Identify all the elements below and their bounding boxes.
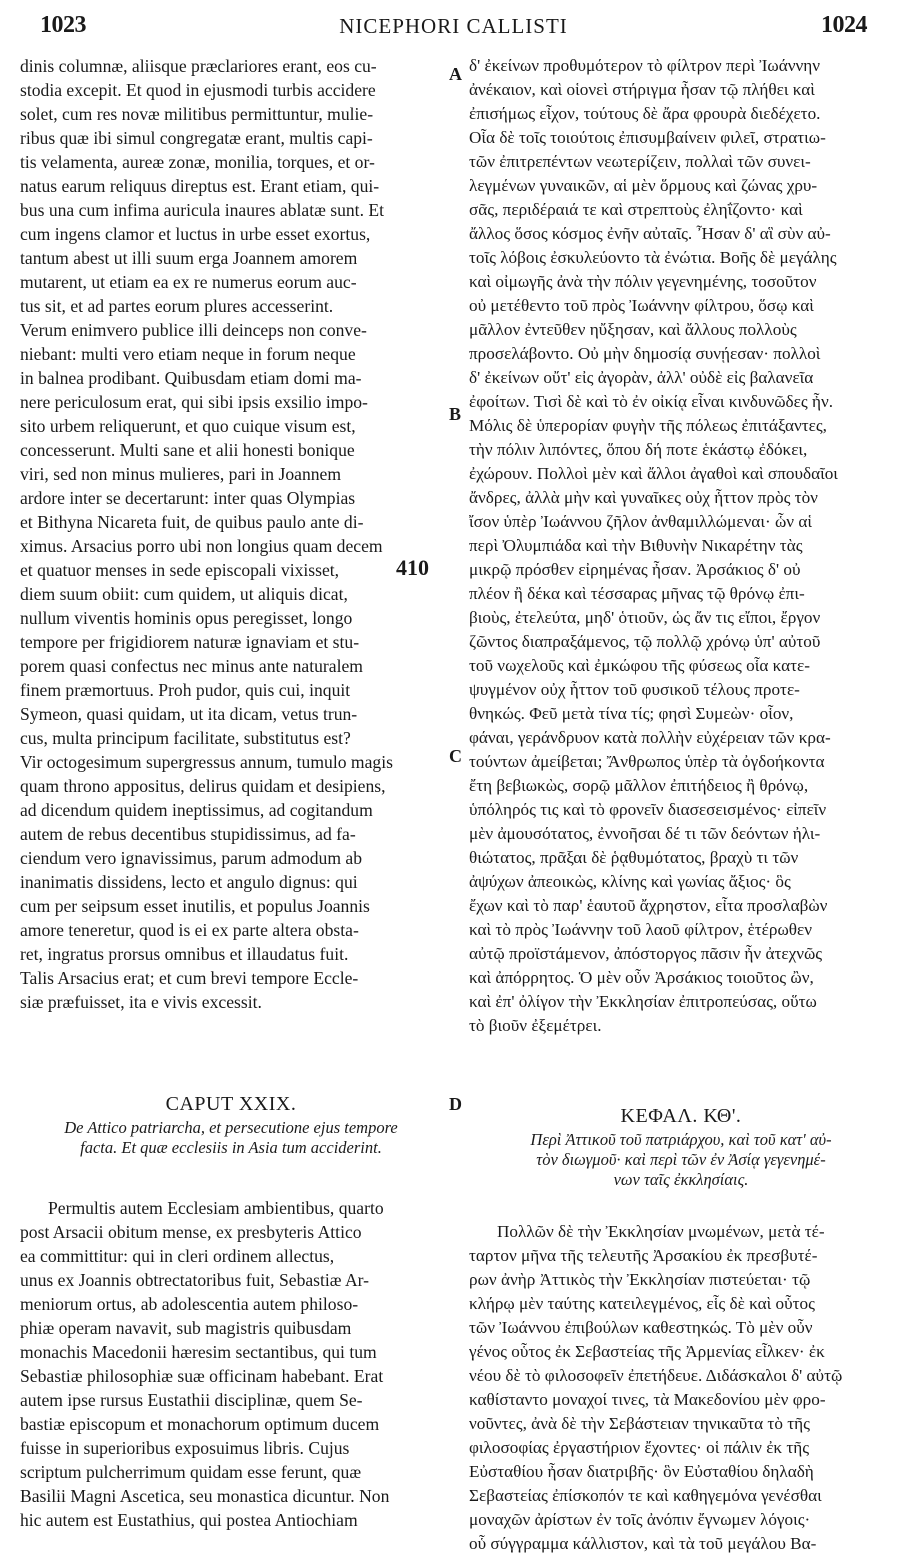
text-line: Permultis autem Ecclesiam ambientibus, quarto [48,1198,384,1218]
text-line: scriptum pulcherrimum quidam esse ferunt, quæ [20,1462,362,1482]
text-line: tus sit, et ad partes eorum plures accesserint. [20,296,334,316]
text-line: ἀνέκαιον, καὶ οἱονεὶ στήριγμα ἦσαν τῷ πλήθει καὶ [469,80,815,99]
text-line: bus una cum infima auricula inaures ablatæ sunt. Et [20,200,384,220]
text-line: tempore per frigidiorem naturæ ignaviam et stu- [20,632,360,652]
text-line: ἔχων καὶ τὸ παρ' ἑαυτοῦ ἄχρηστον, εἶτα προσλαβὼν [469,896,828,915]
greek-chapter-subtitle: Περὶ Ἀττικοῦ τοῦ πατριάρχου, καὶ τοῦ κατ' αὐ- [530,1130,832,1149]
text-line: ἔτη βεβιωκὼς, σορῷ μᾶλλον ἐπιτήδειος ἢ θρόνῳ, [469,776,809,795]
text-line: θνηκώς. Φεῦ μετὰ τίνα τίς; φησὶ Συμεὼν· οἷον, [469,704,794,723]
text-line: Talis Arsacius erat; et cum brevi tempore Eccle- [20,968,359,988]
text-line: τὸ βιοῦν ἐξεμέτρει. [469,1016,602,1035]
text-line: stodia excepit. Et quod in ejusmodi turbis accidere [20,80,376,100]
greek-text-block-1 [469,54,893,1038]
text-line: δ' ἐκείνων προθυμότερον τὸ φίλτρον περὶ Ἰωάννην [469,56,821,75]
text-line: in balnea prodibant. Quibusdam etiam domi ma- [20,368,362,388]
text-line: Verum enimvero publice illi deinceps non conve- [20,320,367,340]
text-line: οὐ μετέθεντο τοῦ πρὸς Ἰωάννην φίλτρου, ὅσῳ καὶ [469,296,814,315]
text-line: cum ingens clamor et luctus in urbe esset exortus, [20,224,371,244]
text-line: Symeon, quasi quidam, ut ita dicam, vetus trun- [20,704,358,724]
text-line: θιώτατος, πρᾶξαι δὲ ῥᾳθυμότατος, βραχὺ τι τῶν [469,848,799,867]
text-line: inanimatis dissidens, lecto et angulo dignus: qui [20,872,358,892]
text-line: προσελάβοντο. Οὐ μὴν δημοσίᾳ συνῄεσαν· πολλοὶ [469,344,821,363]
text-line: ardore inter se decertarunt: inter quas Olympias [20,488,356,508]
text-line: φάναι, γεράνδρυον κατὰ πολλὴν εὐχέρειαν τῶν κρα- [469,728,831,747]
text-line: nullum viventis hominis opus peregisset, longo [20,608,353,628]
text-line: πλέον ἢ δέκα καὶ τέσσαρας μῆνας τῷ θρόνῳ ἐπι- [469,584,805,603]
text-line: Vir octogesimum supergressus annum, tumulo magis [20,752,393,772]
text-line: ἄλλος ὅσος κόσμος ἐνῆν αὐταῖς. Ἦσαν δ' αἳ σὺν αὐ- [469,224,831,243]
right-page-number: 1024 [821,12,867,38]
latin-text-block-2 [20,1196,442,1532]
text-line: fuisse in superioribus exposuimus libris. Cujus [20,1438,350,1458]
text-line: hic autem est Eustathius, qui postea Antiochiam [20,1510,358,1530]
text-line: τῶν Ἰωάννου ἐπιβούλων καθεστηκώς. Τὸ μὲν οὖν [469,1318,813,1337]
margin-letter-b: B [449,404,462,424]
text-line: finem præmortuus. Proh pudor, quis cui, inquit [20,680,351,700]
margin-letter-d: D [449,1094,462,1114]
text-line: τούντων ἀμείβεται; Ἄνθρωπος ὑπὲρ τὰ ὀγδοήκοντα [469,752,825,771]
text-line: ζῶντος διαπραξάμενος, τῷ πολλῷ χρόνῳ ὑπ' αὐτοῦ [469,632,821,651]
text-line: tis velamenta, aureæ zonæ, monilia, torques, et or- [20,152,375,172]
text-line: τοῖς λόβοις ἐσκυλεύοντο τὰ ἐνώτια. Βοῆς δὲ μεγάλης [469,248,837,267]
greek-chapter-subtitle: τὸν διωγμοῦ· καὶ περὶ τῶν ἐν Ἀσίᾳ γεγενημέ- [536,1150,826,1169]
text-line: καὶ ἐπ' ὀλίγον τὴν Ἐκκλησίαν ἐπιτροπεύσας, οὕτω [469,992,817,1011]
text-line: phiæ operam navavit, sub magistris quibusdam [20,1318,352,1338]
left-page-number: 1023 [40,12,86,38]
text-line: οὗ σύγγραμμα κάλλιστον, καὶ τὰ τοῦ μεγάλου Βα- [469,1534,817,1553]
text-line: autem de rebus decentibus stupidissimus, ad fa- [20,824,356,844]
text-line: Οἷα δὲ τοῖς τοιούτοις ἐπισυμβαίνειν φιλεῖ, στρατιω- [469,128,826,147]
text-line: ximus. Arsacius porro ubi non longius quam decem [20,536,383,556]
margin-letter-c: C [449,746,462,766]
text-line: γένος οὗτος ἐκ Σεβαστείας τῆς Ἀρμενίας εἶλκεν· ἐκ [469,1342,825,1361]
text-line: quam throno appositus, delirus quidam et desipiens, [20,776,386,796]
text-line: ἐφοίτων. Τισὶ δὲ καὶ τὸ ἐν οἰκίᾳ εἶναι κινδυνῶδες ἦν. [469,392,834,411]
text-line: sito urbem reliquerunt, et quo cuique visum est, [20,416,356,436]
text-line: mutarent, ut etiam ea ex re numerus eorum auc- [20,272,357,292]
text-line: unus ex Joannis obtrectatoribus fuit, Sebastiæ Ar- [20,1270,370,1290]
text-line: nere periculosum erat, qui sibi ipsis exsilio impo- [20,392,368,412]
text-line: solet, cum res novæ militibus permittuntur, mulie- [20,104,374,124]
text-line: κλήρῳ μὲν ταύτης κατειλεγμένος, εἷς δὲ καὶ οὗτος [469,1294,815,1313]
text-line: νέου δὲ τὸ φιλοσοφεῖν ἐπετήδευε. Διδάσκαλοι δ' αὐτῷ [469,1366,843,1385]
margin-letter-a: A [449,64,462,84]
column-gap [20,1014,442,1090]
text-line: τοῦ νωχελοῦς καὶ ἐμκώφου τῆς φύσεως οἷα κατε- [469,656,810,675]
text-line: καὶ ἀπόρρητος. Ὁ μὲν οὖν Ἀρσάκιος τοιοῦτος ὢν, [469,968,814,987]
text-line: νοῦντες, ἀνὰ δὲ τὴν Σεβάστειαν τηνικαῦτα τὸ τῆς [469,1414,810,1433]
text-line: ἐπισήμως εἶχον, τούτους δὲ ἄρα φρουρὰ διεδέχετο. [469,104,821,123]
text-line: amore teneretur, quod is ei ex parte altera obsta- [20,920,359,940]
text-line: καὶ τὸ πρὸς Ἰωάννην τοῦ λαοῦ φίλτρον, ἑτέρωθεν [469,920,813,939]
greek-text-block-2 [469,1220,893,1556]
text-line: ciendum vero ignavissimus, parum admodum ab [20,848,363,868]
text-line: cum per seipsum esset inutilis, et populus Joannis [20,896,370,916]
text-line: viri, sed non minus mulieres, pari in Joannem [20,464,342,484]
text-line: Εὐσταθίου ἦσαν διατριβῆς· ὃν Εὐσταθίου δηλαδὴ [469,1462,814,1481]
text-line: ἐχώρουν. Πολλοὶ μὲν καὶ ἄλλοι ἀγαθοὶ καὶ σπουδαῖοι [469,464,838,483]
column-gap [469,1038,893,1102]
text-line: περὶ Ὀλυμπιάδα καὶ τὴν Βιθυνὴν Νικαρέτην τὰς [469,536,803,555]
text-line: diem suum obiit: cum quidem, ut aliquis dicat, [20,584,348,604]
text-line: ἴσον ὑπὲρ Ἰωάννου ζῆλον ἀνθαμιλλώμεναι· ὧν αἱ [469,512,812,531]
text-line: καθίσταντο μοναχοί τινες, τὰ Μακεδονίου μὲν φρο- [469,1390,826,1409]
greek-chapter-title: ΚΕΦΑΛ. ΚΘ'. [620,1105,742,1127]
text-line: ὑπόληρός τις καὶ τὸ φρονεῖν διασεσεισμένος· εἰπεῖν [469,800,827,819]
page-header [40,8,867,44]
text-line: autem ipse rursus Eustathii disciplinæ, quem Se- [20,1390,363,1410]
text-line: et quatuor menses in sede episcopali vixisset, [20,560,340,580]
text-line: μᾶλλον ἐντεῦθεν ηὔξησαν, καὶ ἄλλους πολλοὺς [469,320,797,339]
text-line: δ' ἐκείνων οὔτ' εἰς ἀγορὰν, ἀλλ' οὐδὲ εἰς βαλανεῖα [469,368,814,387]
text-line: αὐτῷ προϊστάμενον, ἀπόστοργος πᾶσιν ἦν ἀτεχνῶς [469,944,823,963]
text-line: meniorum ortus, ab adolescentia autem philoso- [20,1294,359,1314]
text-line: ribus quæ ibi simul congregatæ erant, multis capi- [20,128,373,148]
text-line: porem quasi confectus nec minus ante naturalem [20,656,363,676]
text-line: siæ præfuisset, ita e vivis excessit. [20,992,262,1012]
text-line: σᾶς, περιδέραιά τε καὶ στρεπτοὺς ἐληΐζοντο· καὶ [469,200,803,219]
text-line: λεγμένων γυναικῶν, αἱ μὲν ὅρμους καὶ ζώνας χρυ- [469,176,818,195]
text-line: μοναχῶν ἀρίστων ἐν τοῖς ἀνόπιν ἔγνωμεν λόγοις· [469,1510,811,1529]
text-line: cus, multa principum facilitate, substitutus est? [20,728,351,748]
text-line: concesserunt. Multi sane et alii honesti bonique [20,440,355,460]
text-line: τὴν πόλιν λιπόντες, ὅπου δή ποτε ἑκάστῳ ἐδόκει, [469,440,808,459]
text-line: niebant: multi vero etiam neque in forum neque [20,344,356,364]
column-gap [20,1158,442,1196]
running-title: NICEPHORI CALLISTI [339,14,568,38]
text-line: Πολλῶν δὲ τὴν Ἐκκλησίαν μνωμένων, μετὰ τέ- [497,1222,825,1241]
latin-column [20,54,442,1532]
text-line: tantum abest ut illi suum erga Joannem amorem [20,248,358,268]
text-line: Sebastiæ philosophiæ suæ officinam habebant. Erat [20,1366,384,1386]
text-line: ἀψύχων ἀπεοικὼς, κλίνης καὶ γωνίας ἄξιος· ὃς [469,872,791,891]
latin-chapter-subtitle: facta. Et quæ ecclesiis in Asia tum acciderint. [80,1138,382,1157]
text-line: καὶ οἰμωγῆς ἀνὰ τὴν πόλιν γεγενημένης, τοσοῦτον [469,272,817,291]
text-line: bastiæ episcopum et monachorum optimum ducem [20,1414,380,1434]
text-line: ad dicendum quidem ineptissimus, ad cogitandum [20,800,373,820]
text-line: et Bithyna Nicareta fuit, de quibus paulo ante di- [20,512,364,532]
greek-chapter-subtitle: νων ταῖς ἐκκλησίαις. [613,1170,749,1189]
text-line: ea committitur: qui in cleri ordinem allectus, [20,1246,335,1266]
text-line: ἄνδρες, ἀλλὰ μὴν καὶ γυναῖκες οὐχ ἧττον πρὸς τὸν [469,488,818,507]
greek-column [469,54,893,1556]
text-line: Σεβαστείας ἐπίσκοπόν τε καὶ καθηγεμόνα γενέσθαι [469,1486,822,1505]
text-line: φιλοσοφίας ἐργαστήριον ἔχοντες· οἱ πάλιν ἐκ τῆς [469,1438,810,1457]
latin-chapter-title: CAPUT XXIX. [165,1093,297,1115]
text-line: post Arsacii obitum mense, ex presbyteris Attico [20,1222,362,1242]
text-line: τῶν ἐπιτρεπέντων νεωτερίζειν, πολλαὶ τῶν συνει- [469,152,811,171]
text-line: ψυγμένον οὐχ ἧττον τοῦ φυσικοῦ τέλους προτε- [469,680,800,699]
column-gap [469,1190,893,1220]
text-line: μὲν ἀμουσότατος, ἐννοῆσαι δέ τι τῶν δεόντων ἠλι- [469,824,821,843]
text-line: ret, ingratus prorsus omnibus et illaudatus fuit. [20,944,349,964]
margin-column-number: 410 [393,555,432,581]
text-line: monachis Macedonii hæresim sectantibus, qui tum [20,1342,377,1362]
text-line: ρων ἀνὴρ Ἀττικὸς τὴν Ἐκκλησίαν πιστεύεται· τῷ [469,1270,811,1289]
latin-chapter-subtitle: De Attico patriarcha, et persecutione ejus tempore [64,1118,398,1137]
text-line: Μόλις δὲ ὑπερορίαν φυγὴν τῆς πόλεως ἐπιτάξαντες, [469,416,827,435]
text-line: dinis columnæ, aliisque præclariores erant, eos cu- [20,56,377,76]
text-line: ταρτον μῆνα τῆς τελευτῆς Ἀρσακίου ἐκ πρεσβυτέ- [469,1246,818,1265]
text-line: βιοὺς, ἐτελεύτα, μηδ' ὁτιοῦν, ὡς ἄν τις εἴποι, ἔργον [469,608,821,627]
text-line: natus earum reliquus direptus est. Erant etiam, qui- [20,176,380,196]
text-line: μικρῷ πρόσθεν εἰρημένας ἦσαν. Ἀρσάκιος δ' οὐ [469,560,801,579]
latin-text-block-1 [20,54,442,1014]
text-line: Basilii Magni Ascetica, seu monastica dicuntur. Non [20,1486,390,1506]
